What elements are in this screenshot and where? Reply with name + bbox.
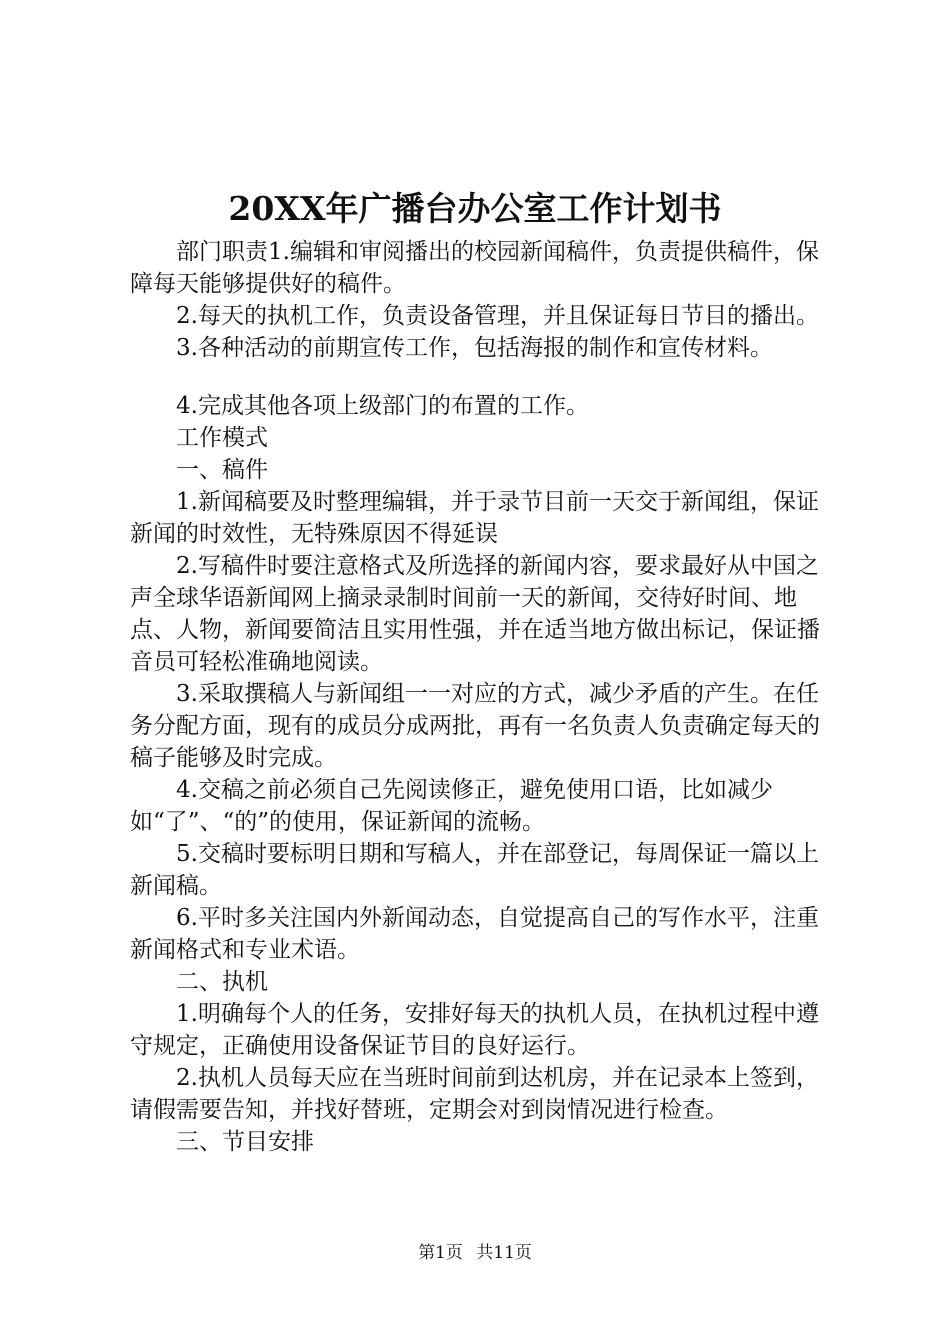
paragraph-manuscripts-3: 3.采取撰稿人与新闻组一一对应的方式，减少矛盾的产生。在任务分配方面，现有的成员分成两批，再有一名负责人负责确定每天的稿子能够及时完成。 bbox=[130, 681, 820, 771]
paragraph-manuscripts-6: 6.平时多关注国内外新闻动态，自觉提高自己的写作水平，注重新闻格式和专业术语。 bbox=[130, 905, 819, 963]
paragraph-duties-3: 3.各种活动的前期宣传工作，包括海报的制作和宣传材料。 bbox=[176, 335, 773, 361]
paragraph-manuscripts-5: 5.交稿时要标明日期和写稿人，并在部登记，每周保证一篇以上新闻稿。 bbox=[130, 841, 819, 899]
paragraph-duties-4: 4.完成其他各项上级部门的布置的工作。 bbox=[176, 393, 589, 419]
document-title: 20XX年广播台办公室工作计划书 bbox=[228, 189, 722, 228]
paragraph-duties-2: 2.每天的执机工作，负责设备管理，并且保证每日节目的播出。 bbox=[176, 303, 819, 329]
section-heading-manuscripts: 一、稿件 bbox=[176, 457, 268, 483]
page-number: 第1页 bbox=[418, 1243, 463, 1263]
paragraph-manuscripts-1: 1.新闻稿要及时整理编辑，并于录节目前一天交于新闻组，保证新闻的时效性，无特殊原因不得延误 bbox=[130, 489, 819, 547]
paragraph-manuscripts-2: 2.写稿件时要注意格式及所选择的新闻内容，要求最好从中国之声全球华语新闻网上摘录录制时间前一天的新闻，交待好时间、地点、人物，新闻要简洁且实用性强，并在适当地方做出标记，保证播音员可轻松准确地阅读。 bbox=[130, 553, 820, 675]
paragraph-operation-1: 1.明确每个人的任务，安排好每天的执机人员，在执机过程中遵守规定，正确使用设备保证节目的良好运行。 bbox=[130, 1001, 819, 1059]
document-body bbox=[130, 236, 830, 1158]
paragraph-operation-2: 2.执机人员每天应在当班时间前到达机房，并在记录本上签到，请假需要告知，并找好替班，定期会对到岗情况进行检查。 bbox=[130, 1065, 819, 1123]
page-footer bbox=[0, 1241, 950, 1265]
paragraph-manuscripts-4: 4.交稿之前必须自己先阅读修正，避免使用口语，比如减少如“了”、“的”的使用，保证新闻的流畅。 bbox=[130, 777, 773, 835]
section-heading-operation: 二、执机 bbox=[176, 969, 268, 995]
section-heading-programs: 三、节目安排 bbox=[176, 1129, 314, 1155]
section-heading-work-mode: 工作模式 bbox=[176, 425, 268, 451]
page-total: 共11页 bbox=[476, 1243, 532, 1263]
paragraph-duties-1: 部门职责1.编辑和审阅播出的校园新闻稿件，负责提供稿件，保障每天能够提供好的稿件。 bbox=[130, 239, 819, 297]
